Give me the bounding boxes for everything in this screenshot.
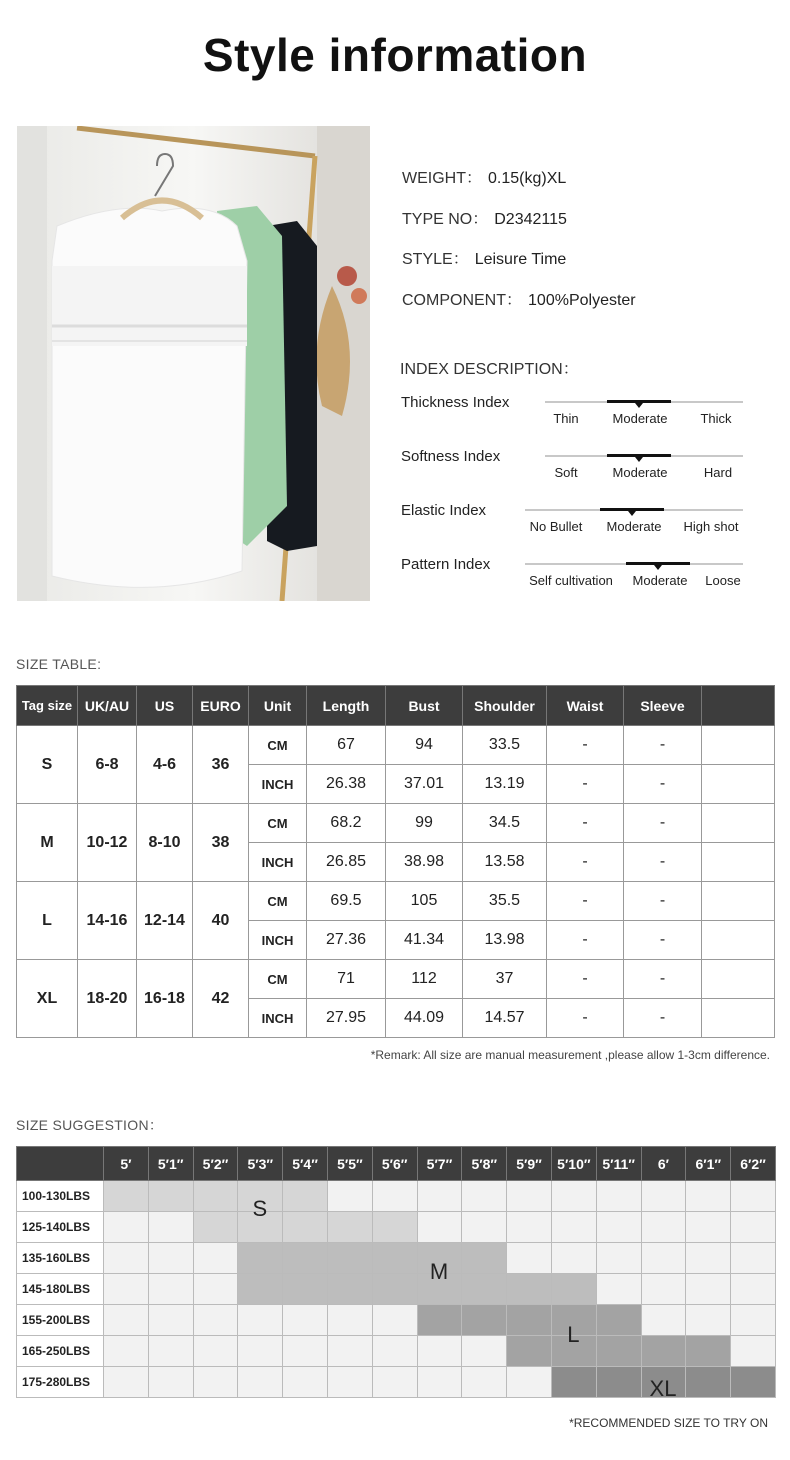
empty-cell [104, 1305, 149, 1336]
empty-cell [507, 1212, 552, 1243]
index-label: Pattern Index [401, 556, 491, 573]
empty-cell [238, 1305, 283, 1336]
index-marker-icon [628, 511, 636, 516]
measurement-cell: - [624, 726, 702, 765]
component-value: 100%Polyester [528, 292, 636, 309]
style-value: Leisure Time [474, 251, 567, 268]
measurement-cell: 26.38 [307, 765, 386, 804]
index-marker-icon [635, 403, 643, 408]
size-zone-letter: XL [649, 1375, 677, 1401]
remark-note: *Remark: All size are manual measurement ,please allow 1-3cm difference. [370, 1048, 770, 1062]
empty-cell [148, 1336, 193, 1367]
style-label: STYLE： [402, 251, 469, 268]
measurement-cell: 41.34 [386, 921, 463, 960]
empty-cell [372, 1181, 417, 1212]
measurement-cell: 37 [463, 960, 547, 999]
unit-cell: CM [249, 960, 307, 999]
empty-cell [283, 1367, 328, 1398]
empty-cell [193, 1367, 238, 1398]
empty-cell [148, 1243, 193, 1274]
empty-cell [148, 1305, 193, 1336]
measurement-cell: - [624, 765, 702, 804]
index-option: Soft [554, 465, 578, 480]
size-zone-cell [731, 1367, 776, 1398]
height-header-cell: 5′6″ [372, 1147, 417, 1181]
empty-cell [417, 1181, 462, 1212]
measurement-cell: 38.98 [386, 843, 463, 882]
size-zone-cell [641, 1336, 686, 1367]
size-row-cm [17, 960, 775, 999]
measurement-cell: 99 [386, 804, 463, 843]
weight-row [17, 1305, 776, 1336]
empty-cell [641, 1274, 686, 1305]
type-line [402, 206, 567, 229]
measurement-cell: - [547, 999, 624, 1038]
empty-cell [731, 1274, 776, 1305]
index-option: Moderate [632, 573, 688, 588]
size-euro-cell: 36 [193, 726, 249, 804]
size-zone-cell [238, 1274, 283, 1305]
measurement-cell: - [547, 765, 624, 804]
size-table-header-cell: UK/AU [78, 686, 137, 726]
height-header-cell: 5′8″ [462, 1147, 507, 1181]
empty-cell [372, 1367, 417, 1398]
height-header-cell: 5′5″ [327, 1147, 372, 1181]
empty-cell [731, 1212, 776, 1243]
measurement-cell [702, 726, 775, 765]
measurement-cell: - [547, 843, 624, 882]
measurement-cell [702, 921, 775, 960]
empty-cell [551, 1212, 596, 1243]
empty-cell [327, 1367, 372, 1398]
size-zone-cell [507, 1274, 552, 1305]
page-title: Style information [202, 29, 588, 81]
index-option: Thin [553, 411, 579, 426]
size-zone-cell [551, 1274, 596, 1305]
height-header-cell: 5′9″ [507, 1147, 552, 1181]
size-euro-cell: 40 [193, 882, 249, 960]
component-line [402, 287, 636, 310]
measurement-cell: 105 [386, 882, 463, 921]
measurement-cell: - [624, 804, 702, 843]
measurement-cell: 13.98 [463, 921, 547, 960]
empty-cell [686, 1212, 731, 1243]
size-suggestion-label: SIZE SUGGESTION： [16, 1117, 164, 1133]
size-table-header [17, 686, 775, 726]
measurement-cell: 13.58 [463, 843, 547, 882]
size-zone-cell [551, 1367, 596, 1398]
index-option: Self cultivation [529, 573, 613, 588]
type-label: TYPE NO： [402, 211, 489, 228]
empty-cell [462, 1181, 507, 1212]
empty-cell [148, 1274, 193, 1305]
measurement-cell: 13.19 [463, 765, 547, 804]
measurement-cell: 35.5 [463, 882, 547, 921]
index-option: Hard [703, 465, 733, 480]
size-us-cell: 12-14 [137, 882, 193, 960]
unit-cell: INCH [249, 765, 307, 804]
empty-cell [283, 1305, 328, 1336]
measurement-cell: 26.85 [307, 843, 386, 882]
size-tag-cell: M [17, 804, 78, 882]
measurement-cell: 44.09 [386, 999, 463, 1038]
empty-cell [283, 1336, 328, 1367]
product-photo [17, 126, 370, 601]
empty-cell [686, 1305, 731, 1336]
size-table-header-cell: Bust [386, 686, 463, 726]
size-zone-cell [596, 1336, 641, 1367]
size-zone-cell [462, 1274, 507, 1305]
measurement-cell: - [547, 726, 624, 765]
empty-cell [641, 1305, 686, 1336]
weight-label-cell: 155-200LBS [17, 1305, 104, 1336]
weight-label: WEIGHT： [402, 170, 482, 187]
size-euro-cell: 42 [193, 960, 249, 1038]
size-zone-letter: S [252, 1196, 268, 1221]
unit-cell: CM [249, 804, 307, 843]
type-value: D2342115 [494, 211, 567, 228]
size-zone-cell [596, 1305, 641, 1336]
empty-cell [417, 1212, 462, 1243]
empty-cell [462, 1212, 507, 1243]
empty-cell [238, 1336, 283, 1367]
measurement-cell: - [547, 804, 624, 843]
empty-cell [372, 1305, 417, 1336]
size-zone-cell [686, 1367, 731, 1398]
size-zone-cell [372, 1243, 417, 1274]
measurement-cell [702, 882, 775, 921]
empty-cell [327, 1181, 372, 1212]
weight-label-cell: 145-180LBS [17, 1274, 104, 1305]
empty-cell [686, 1274, 731, 1305]
size-tag-cell: L [17, 882, 78, 960]
size-table [16, 685, 775, 1038]
empty-cell [148, 1212, 193, 1243]
size-table-header-cell: EURO [193, 686, 249, 726]
measurement-cell: 37.01 [386, 765, 463, 804]
index-label: Elastic Index [401, 502, 487, 519]
empty-cell [596, 1181, 641, 1212]
weight-row [17, 1336, 776, 1367]
size-ukau-cell: 10-12 [78, 804, 137, 882]
index-option: No Bullet [529, 519, 583, 534]
index-label: Softness Index [401, 448, 501, 465]
component-label: COMPONENT： [402, 292, 523, 309]
empty-cell [596, 1212, 641, 1243]
unit-cell: INCH [249, 921, 307, 960]
recommend-note: *RECOMMENDED SIZE TO TRY ON [569, 1416, 768, 1430]
empty-cell [193, 1243, 238, 1274]
weight-label-cell: 100-130LBS [17, 1181, 104, 1212]
height-header-cell: 6′1″ [686, 1147, 731, 1181]
empty-cell [104, 1212, 149, 1243]
index-option: Moderate [606, 519, 662, 534]
empty-cell [327, 1305, 372, 1336]
size-zone-letter: M [429, 1259, 449, 1285]
size-zone-cell [327, 1243, 372, 1274]
empty-cell [462, 1336, 507, 1367]
size-ukau-cell: 6-8 [78, 726, 137, 804]
size-us-cell: 8-10 [137, 804, 193, 882]
empty-cell [238, 1367, 283, 1398]
empty-cell [104, 1367, 149, 1398]
size-zone-cell [327, 1274, 372, 1305]
height-header-cell: 5′2″ [193, 1147, 238, 1181]
empty-cell [731, 1336, 776, 1367]
height-header-cell: 5′1″ [148, 1147, 193, 1181]
empty-cell [731, 1305, 776, 1336]
size-table-label: SIZE TABLE: [16, 656, 102, 672]
size-zone-cell [148, 1181, 193, 1212]
empty-cell [104, 1243, 149, 1274]
measurement-cell: 14.57 [463, 999, 547, 1038]
index-option: High shot [683, 519, 739, 534]
size-row-cm [17, 882, 775, 921]
measurement-cell [702, 960, 775, 999]
empty-cell [731, 1181, 776, 1212]
height-header-cell: 6′ [641, 1147, 686, 1181]
empty-cell [596, 1243, 641, 1274]
size-table-header-cell: Waist [547, 686, 624, 726]
size-zone-cell [283, 1243, 328, 1274]
size-table-header-cell: Tag size [17, 686, 78, 726]
measurement-cell: - [624, 843, 702, 882]
empty-cell [686, 1243, 731, 1274]
size-zone-cell [372, 1274, 417, 1305]
size-suggestion-corner [17, 1147, 104, 1181]
unit-cell: CM [249, 882, 307, 921]
measurement-cell: 27.95 [307, 999, 386, 1038]
empty-cell [417, 1367, 462, 1398]
index-label: Thickness Index [401, 394, 510, 411]
size-table-header-cell [702, 686, 775, 726]
unit-cell: INCH [249, 843, 307, 882]
height-header-cell: 5′11″ [596, 1147, 641, 1181]
measurement-cell: - [624, 921, 702, 960]
empty-cell [686, 1181, 731, 1212]
empty-cell [327, 1336, 372, 1367]
empty-cell [104, 1274, 149, 1305]
empty-cell [193, 1274, 238, 1305]
measurement-cell: - [547, 882, 624, 921]
unit-cell: CM [249, 726, 307, 765]
measurement-cell: 69.5 [307, 882, 386, 921]
measurement-cell [702, 843, 775, 882]
size-zone-cell [462, 1243, 507, 1274]
empty-cell [551, 1243, 596, 1274]
empty-cell [507, 1181, 552, 1212]
size-table-header-cell: Length [307, 686, 386, 726]
weight-label-cell: 175-280LBS [17, 1367, 104, 1398]
size-zone-cell [462, 1305, 507, 1336]
height-header-cell: 5′ [104, 1147, 149, 1181]
measurement-cell: 67 [307, 726, 386, 765]
empty-cell [641, 1181, 686, 1212]
measurement-cell: 33.5 [463, 726, 547, 765]
measurement-cell: 71 [307, 960, 386, 999]
size-zone-cell [283, 1181, 328, 1212]
size-table-header-cell: Sleeve [624, 686, 702, 726]
size-table-header-cell: Shoulder [463, 686, 547, 726]
index-marker-icon [654, 565, 662, 570]
measurement-cell: 112 [386, 960, 463, 999]
size-zone-cell [596, 1367, 641, 1398]
weight-label-cell: 165-250LBS [17, 1336, 104, 1367]
size-zone-letter: L [567, 1322, 580, 1348]
height-header-cell: 5′4″ [283, 1147, 328, 1181]
size-ukau-cell: 14-16 [78, 882, 137, 960]
measurement-cell: 34.5 [463, 804, 547, 843]
size-row-cm [17, 804, 775, 843]
size-table-header-cell: Unit [249, 686, 307, 726]
measurement-cell: 27.36 [307, 921, 386, 960]
empty-cell [641, 1243, 686, 1274]
measurement-cell: - [624, 882, 702, 921]
size-us-cell: 4-6 [137, 726, 193, 804]
empty-cell [507, 1367, 552, 1398]
size-us-cell: 16-18 [137, 960, 193, 1038]
size-tag-cell: XL [17, 960, 78, 1038]
empty-cell [641, 1212, 686, 1243]
size-zone-cell [104, 1181, 149, 1212]
weight-line [402, 165, 566, 188]
height-header-cell: 5′7″ [417, 1147, 462, 1181]
weight-row [17, 1181, 776, 1212]
size-table-header-cell: US [137, 686, 193, 726]
size-suggestion-table [16, 1146, 776, 1398]
measurement-cell [702, 999, 775, 1038]
size-zone-cell [327, 1212, 372, 1243]
measurement-cell [702, 804, 775, 843]
size-zone-cell [283, 1212, 328, 1243]
empty-cell [148, 1367, 193, 1398]
index-option: Moderate [612, 411, 668, 426]
measurement-cell [702, 765, 775, 804]
index-option: Moderate [612, 465, 668, 480]
size-suggestion-header [17, 1147, 776, 1181]
measurement-cell: 68.2 [307, 804, 386, 843]
weight-value: 0.15(kg)XL [488, 170, 567, 187]
size-zone-cell [417, 1305, 462, 1336]
empty-cell [462, 1367, 507, 1398]
size-tag-cell: S [17, 726, 78, 804]
size-zone-cell [283, 1274, 328, 1305]
size-zone-cell [193, 1181, 238, 1212]
size-zone-cell [686, 1336, 731, 1367]
size-ukau-cell: 18-20 [78, 960, 137, 1038]
size-zone-cell [507, 1336, 552, 1367]
height-header-cell: 5′3″ [238, 1147, 283, 1181]
index-description-heading: INDEX DESCRIPTION： [400, 361, 579, 378]
measurement-cell: - [624, 960, 702, 999]
empty-cell [372, 1336, 417, 1367]
empty-cell [104, 1336, 149, 1367]
height-header-cell: 6′2″ [731, 1147, 776, 1181]
hanging-tops-illustration [17, 126, 370, 601]
weight-row [17, 1274, 776, 1305]
empty-cell [596, 1274, 641, 1305]
weight-label-cell: 125-140LBS [17, 1212, 104, 1243]
style-line [402, 246, 566, 269]
weight-row [17, 1243, 776, 1274]
size-row-cm [17, 726, 775, 765]
size-zone-cell [372, 1212, 417, 1243]
weight-row [17, 1212, 776, 1243]
measurement-cell: - [547, 960, 624, 999]
empty-cell [731, 1243, 776, 1274]
measurement-cell: - [624, 999, 702, 1038]
measurement-cell: 94 [386, 726, 463, 765]
weight-label-cell: 135-160LBS [17, 1243, 104, 1274]
size-zone-cell [193, 1212, 238, 1243]
size-zone-cell [238, 1243, 283, 1274]
measurement-cell: - [547, 921, 624, 960]
index-option: Thick [700, 411, 732, 426]
size-euro-cell: 38 [193, 804, 249, 882]
empty-cell [551, 1181, 596, 1212]
index-option: Loose [705, 573, 741, 588]
empty-cell [507, 1243, 552, 1274]
size-zone-cell [507, 1305, 552, 1336]
height-header-cell: 5′10″ [551, 1147, 596, 1181]
unit-cell: INCH [249, 999, 307, 1038]
empty-cell [417, 1336, 462, 1367]
empty-cell [193, 1305, 238, 1336]
index-marker-icon [635, 457, 643, 462]
empty-cell [193, 1336, 238, 1367]
